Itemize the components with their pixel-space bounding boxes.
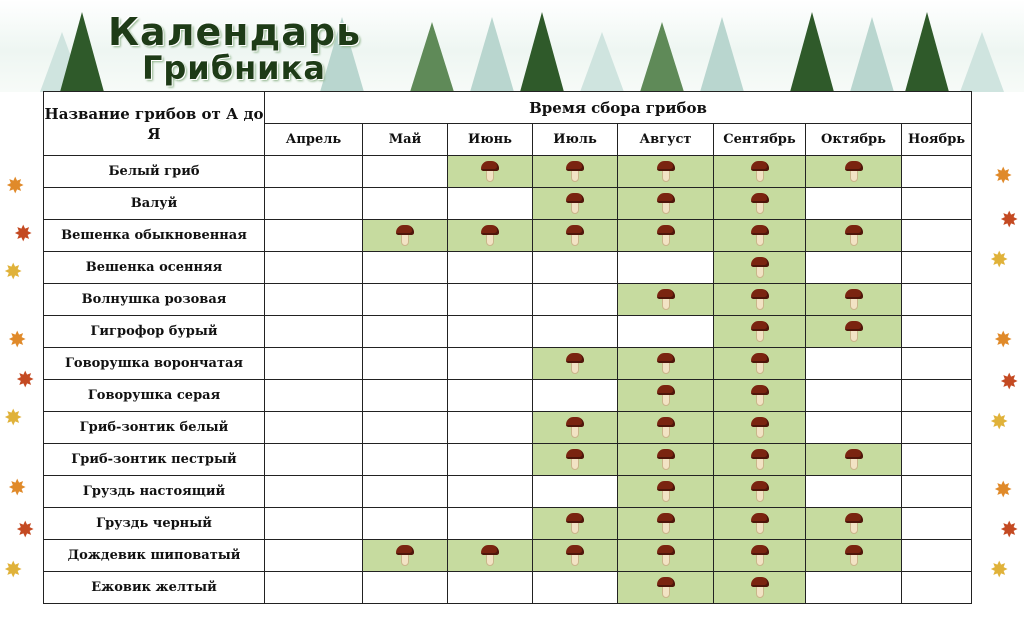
table-row <box>44 316 972 348</box>
mushroom-icon <box>657 289 675 311</box>
season-cell <box>902 156 972 188</box>
mushroom-icon <box>751 161 769 183</box>
season-cell <box>363 444 448 476</box>
season-cell <box>902 572 972 604</box>
season-cell-active <box>533 348 618 380</box>
season-cell-active <box>714 412 806 444</box>
autumn-leaf-icon: ✸ <box>4 558 23 583</box>
season-cell <box>448 188 533 220</box>
tree-icon <box>410 22 454 92</box>
mushroom-icon <box>657 353 675 375</box>
mushroom-icon <box>481 225 499 247</box>
mushroom-icon <box>566 417 584 439</box>
season-cell <box>448 348 533 380</box>
table-row <box>44 476 972 508</box>
table-row <box>44 156 972 188</box>
season-cell <box>902 188 972 220</box>
season-cell-active <box>714 380 806 412</box>
mushroom-icon <box>566 449 584 471</box>
mushroom-icon <box>657 545 675 567</box>
mushroom-icon <box>751 417 769 439</box>
mushroom-icon <box>845 545 863 567</box>
mushroom-icon <box>657 193 675 215</box>
mushroom-icon <box>566 513 584 535</box>
season-cell <box>363 188 448 220</box>
table-header-row <box>44 92 972 124</box>
season-cell <box>902 316 972 348</box>
autumn-leaf-icon: ✸ <box>994 164 1013 189</box>
mushroom-icon <box>845 161 863 183</box>
tree-icon <box>520 12 564 92</box>
mushroom-name: Ежовик желтый <box>44 572 265 604</box>
season-cell-active <box>618 380 714 412</box>
season-cell-active <box>533 540 618 572</box>
season-cell-active <box>806 540 902 572</box>
season-cell-active <box>533 156 618 188</box>
season-cell <box>265 508 363 540</box>
autumn-leaf-icon: ✸ <box>8 476 27 501</box>
page-title <box>108 10 362 87</box>
tree-icon <box>790 12 834 92</box>
season-cell-active <box>714 572 806 604</box>
season-cell <box>265 188 363 220</box>
season-cell-active <box>448 220 533 252</box>
mushroom-name: Груздь черный <box>44 508 265 540</box>
season-cell <box>363 316 448 348</box>
season-cell <box>448 316 533 348</box>
season-cell-active <box>618 572 714 604</box>
table-row <box>44 444 972 476</box>
mushroom-icon <box>751 225 769 247</box>
season-cell <box>902 412 972 444</box>
month-header: Май <box>363 124 448 156</box>
season-cell <box>902 444 972 476</box>
month-header: Июнь <box>448 124 533 156</box>
mushroom-icon <box>845 513 863 535</box>
table-row <box>44 348 972 380</box>
mushroom-icon <box>566 193 584 215</box>
season-cell-active <box>533 188 618 220</box>
mushroom-name: Волнушка розовая <box>44 284 265 316</box>
season-cell <box>618 252 714 284</box>
season-cell-active <box>533 444 618 476</box>
season-cell-active <box>714 476 806 508</box>
autumn-leaf-icon: ✸ <box>1000 518 1019 543</box>
title-line-2: Грибника <box>142 49 326 87</box>
mushroom-icon <box>751 513 769 535</box>
table-row <box>44 188 972 220</box>
mushroom-icon <box>657 449 675 471</box>
season-cell <box>448 380 533 412</box>
season-cell-active <box>448 540 533 572</box>
season-cell-active <box>363 220 448 252</box>
mushroom-name: Дождевик шиповатый <box>44 540 265 572</box>
season-cell-active <box>533 412 618 444</box>
mushroom-icon <box>751 577 769 599</box>
mushroom-icon <box>566 161 584 183</box>
season-cell-active <box>618 348 714 380</box>
season-cell <box>265 412 363 444</box>
autumn-leaf-icon: ✸ <box>4 406 23 431</box>
season-cell-active <box>618 540 714 572</box>
mushroom-name: Гриб-зонтик белый <box>44 412 265 444</box>
tree-icon <box>470 17 514 92</box>
mushroom-name: Гриб-зонтик пестрый <box>44 444 265 476</box>
season-cell <box>806 188 902 220</box>
season-cell <box>448 508 533 540</box>
mushroom-icon <box>751 481 769 503</box>
season-cell-active <box>714 444 806 476</box>
mushroom-icon <box>751 193 769 215</box>
month-header: Октябрь <box>806 124 902 156</box>
season-cell <box>902 220 972 252</box>
mushroom-icon <box>845 289 863 311</box>
table-row <box>44 380 972 412</box>
season-cell <box>363 348 448 380</box>
season-cell <box>533 316 618 348</box>
mushroom-icon <box>657 385 675 407</box>
season-cell-active <box>714 220 806 252</box>
autumn-leaf-icon: ✸ <box>994 478 1013 503</box>
season-cell <box>363 572 448 604</box>
month-header: Ноябрь <box>902 124 972 156</box>
mushroom-icon <box>751 385 769 407</box>
mushroom-icon <box>845 225 863 247</box>
season-cell-active <box>714 284 806 316</box>
autumn-leaf-icon: ✸ <box>8 328 27 353</box>
table-row <box>44 508 972 540</box>
season-cell <box>265 380 363 412</box>
season-cell-active <box>618 156 714 188</box>
month-header: Июль <box>533 124 618 156</box>
season-cell <box>902 380 972 412</box>
harvest-time-header: Время сбора грибов <box>265 92 972 124</box>
mushroom-icon <box>566 545 584 567</box>
season-cell-active <box>714 508 806 540</box>
autumn-leaf-icon: ✸ <box>1000 208 1019 233</box>
mushroom-name: Говорушка ворончатая <box>44 348 265 380</box>
tree-icon <box>700 17 744 92</box>
season-cell-active <box>618 476 714 508</box>
mushroom-name: Груздь настоящий <box>44 476 265 508</box>
mushroom-name: Вешенка осенняя <box>44 252 265 284</box>
season-cell <box>363 252 448 284</box>
season-cell <box>265 572 363 604</box>
season-cell <box>265 348 363 380</box>
season-cell-active <box>714 540 806 572</box>
season-cell <box>533 380 618 412</box>
season-cell <box>265 220 363 252</box>
title-line-1: Календарь <box>108 10 362 54</box>
season-cell-active <box>533 220 618 252</box>
season-cell <box>533 284 618 316</box>
mushroom-icon <box>481 161 499 183</box>
mushroom-icon <box>657 481 675 503</box>
header-banner <box>0 0 1024 92</box>
season-cell <box>806 572 902 604</box>
autumn-leaf-icon: ✸ <box>16 518 35 543</box>
season-cell-active <box>618 220 714 252</box>
autumn-leaf-icon: ✸ <box>990 248 1009 273</box>
autumn-leaf-icon: ✸ <box>1000 370 1019 395</box>
season-cell <box>533 252 618 284</box>
season-cell <box>363 156 448 188</box>
season-cell <box>618 316 714 348</box>
season-cell <box>806 252 902 284</box>
mushroom-name: Вешенка обыкновенная <box>44 220 265 252</box>
autumn-leaf-icon: ✸ <box>990 410 1009 435</box>
season-cell <box>806 476 902 508</box>
season-cell-active <box>714 252 806 284</box>
season-cell <box>533 572 618 604</box>
autumn-leaf-icon: ✸ <box>16 368 35 393</box>
mushroom-icon <box>845 449 863 471</box>
season-cell-active <box>714 188 806 220</box>
tree-icon <box>580 32 624 92</box>
mushroom-icon <box>657 225 675 247</box>
table-row <box>44 540 972 572</box>
season-cell <box>902 476 972 508</box>
table-row <box>44 284 972 316</box>
season-cell-active <box>533 508 618 540</box>
season-cell-active <box>618 188 714 220</box>
mushroom-icon <box>751 449 769 471</box>
season-cell <box>265 252 363 284</box>
month-header: Сентябрь <box>714 124 806 156</box>
mushroom-name: Гигрофор бурый <box>44 316 265 348</box>
season-cell-active <box>714 348 806 380</box>
season-cell <box>265 284 363 316</box>
autumn-leaf-icon: ✸ <box>994 328 1013 353</box>
mushroom-icon <box>566 225 584 247</box>
season-cell-active <box>618 444 714 476</box>
season-cell <box>265 540 363 572</box>
autumn-leaf-icon: ✸ <box>990 558 1009 583</box>
season-cell <box>448 444 533 476</box>
mushroom-icon <box>751 321 769 343</box>
mushroom-name-header: Название грибов от А до Я <box>44 92 265 156</box>
mushroom-icon <box>657 577 675 599</box>
mushroom-icon <box>657 161 675 183</box>
season-cell <box>265 476 363 508</box>
season-cell-active <box>806 316 902 348</box>
mushroom-icon <box>657 513 675 535</box>
season-cell-active <box>806 156 902 188</box>
season-cell <box>533 476 618 508</box>
tree-icon <box>960 32 1004 92</box>
tree-icon <box>850 17 894 92</box>
season-cell <box>363 380 448 412</box>
tree-icon <box>640 22 684 92</box>
season-cell <box>448 284 533 316</box>
table-row <box>44 252 972 284</box>
mushroom-icon <box>396 225 414 247</box>
season-cell-active <box>618 412 714 444</box>
season-cell <box>902 284 972 316</box>
season-cell <box>265 444 363 476</box>
mushroom-name: Говорушка серая <box>44 380 265 412</box>
mushroom-icon <box>751 289 769 311</box>
season-cell <box>363 508 448 540</box>
mushroom-calendar-table <box>43 91 972 604</box>
month-header: Август <box>618 124 714 156</box>
mushroom-icon <box>566 353 584 375</box>
tree-icon <box>905 12 949 92</box>
mushroom-name: Белый гриб <box>44 156 265 188</box>
season-cell <box>265 156 363 188</box>
season-cell <box>806 380 902 412</box>
season-cell-active <box>806 220 902 252</box>
season-cell-active <box>363 540 448 572</box>
table-row <box>44 220 972 252</box>
mushroom-icon <box>396 545 414 567</box>
mushroom-icon <box>845 321 863 343</box>
season-cell-active <box>714 156 806 188</box>
season-cell <box>902 540 972 572</box>
season-cell-active <box>618 508 714 540</box>
season-cell-active <box>806 284 902 316</box>
table-row <box>44 412 972 444</box>
tree-icon <box>60 12 104 92</box>
autumn-leaf-icon: ✸ <box>14 222 33 247</box>
season-cell-active <box>714 316 806 348</box>
season-cell <box>265 316 363 348</box>
season-cell <box>448 476 533 508</box>
mushroom-icon <box>751 353 769 375</box>
season-cell <box>448 252 533 284</box>
mushroom-icon <box>751 545 769 567</box>
season-cell-active <box>806 508 902 540</box>
season-cell-active <box>618 284 714 316</box>
mushroom-icon <box>481 545 499 567</box>
season-cell <box>363 476 448 508</box>
season-cell <box>806 412 902 444</box>
season-cell <box>902 348 972 380</box>
mushroom-icon <box>751 257 769 279</box>
season-cell <box>363 284 448 316</box>
autumn-leaf-icon: ✸ <box>4 260 23 285</box>
autumn-leaf-icon: ✸ <box>6 174 25 199</box>
table-row <box>44 572 972 604</box>
mushroom-icon <box>657 417 675 439</box>
season-cell <box>806 348 902 380</box>
season-cell-active <box>806 444 902 476</box>
season-cell <box>448 572 533 604</box>
mushroom-name: Валуй <box>44 188 265 220</box>
season-cell <box>448 412 533 444</box>
season-cell-active <box>448 156 533 188</box>
month-header: Апрель <box>265 124 363 156</box>
season-cell <box>902 508 972 540</box>
calendar-body <box>44 156 972 604</box>
season-cell <box>363 412 448 444</box>
season-cell <box>902 252 972 284</box>
